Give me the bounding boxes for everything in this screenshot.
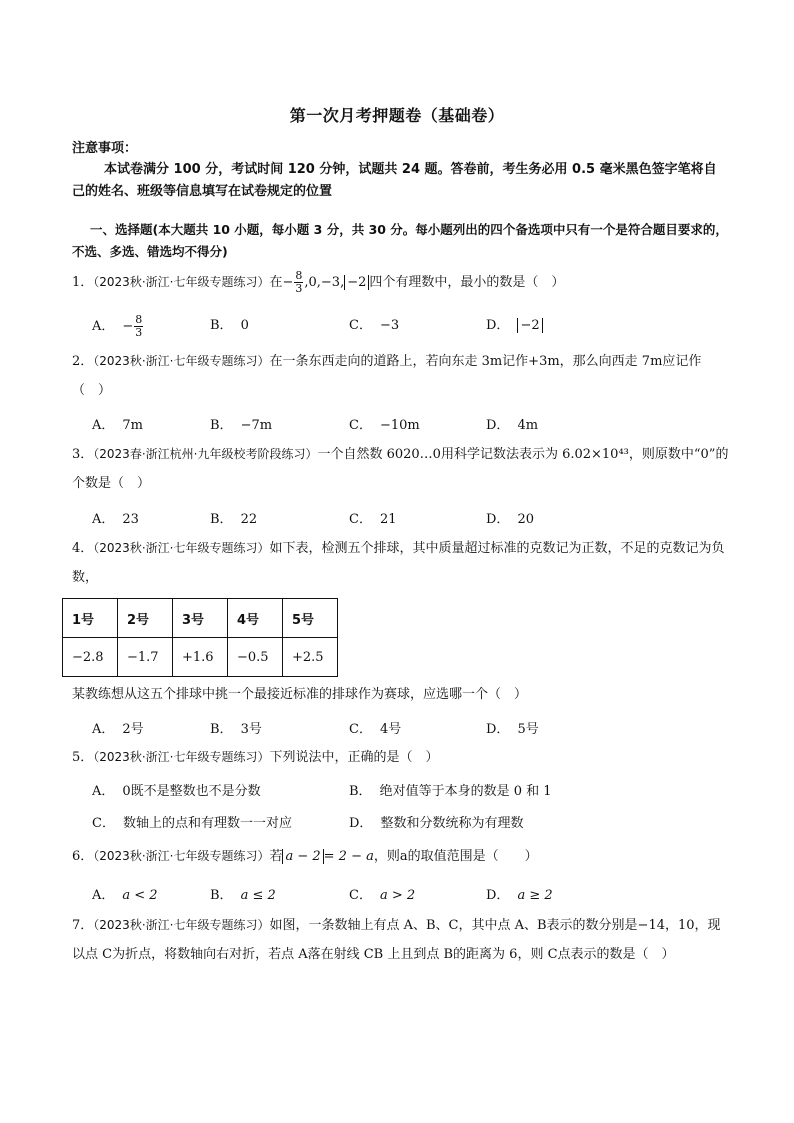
table-cell: −2.8 <box>63 638 118 677</box>
option-b[interactable]: B． −7m <box>210 418 273 433</box>
question-text: 若 <box>269 849 283 864</box>
table-cell: +2.5 <box>283 638 338 677</box>
question-6-options <box>92 884 732 908</box>
question-2-options <box>92 414 732 438</box>
question-3 <box>72 440 732 498</box>
section-heading-choice: 一、选择题(本大题共 10 小题，每小题 3 分，共 30 分。每小题列出的四个备选项中只有一个是符合题目要求的，不选、多选、错选均不得分) <box>72 222 728 259</box>
option-c[interactable]: C． a > 2 <box>349 888 416 903</box>
question-number: 3． <box>72 447 94 462</box>
table-header-cell: 5号 <box>283 599 338 638</box>
equation-rhs: = 2 − a <box>323 849 374 864</box>
option-d[interactable]: D． 4m <box>486 418 539 433</box>
option-b[interactable]: B． 22 <box>210 512 258 527</box>
option-c[interactable]: C． 21 <box>349 512 397 527</box>
table-header-cell: 4号 <box>228 599 283 638</box>
question-source: （2023秋·浙江·七年级专题练习） <box>93 849 270 863</box>
option-c[interactable]: C． −3 <box>349 318 400 333</box>
fraction-denominator: 3 <box>295 282 303 295</box>
neg-sign: − <box>282 275 294 290</box>
option-c[interactable]: C． −10m <box>349 418 420 433</box>
option-d[interactable]: D． 5号 <box>486 722 539 737</box>
option-d[interactable]: D． 20 <box>486 512 534 527</box>
question-4-options <box>92 718 732 742</box>
option-b[interactable]: B． a ≤ 2 <box>210 888 276 903</box>
table-header-row <box>63 599 338 638</box>
question-2 <box>72 347 732 405</box>
option-a[interactable]: A． 0既不是整数也不是分数 <box>92 784 261 799</box>
question-text: 四个有理数中，最小的数是（ ） <box>369 275 565 290</box>
question-number: 1． <box>72 275 94 290</box>
option-a[interactable]: A． 7m <box>92 418 143 433</box>
table-header-cell: 3号 <box>173 599 228 638</box>
question-1 <box>72 268 732 297</box>
volleyball-weight-table <box>62 598 338 677</box>
option-d[interactable]: D． 整数和分数统称为有理数 <box>349 816 524 831</box>
absolute-value: −2 <box>517 318 542 333</box>
question-number: 4． <box>72 541 94 556</box>
absolute-value: a − 2 <box>282 849 323 864</box>
option-a[interactable]: A． − $\frac{8}{3}$ <box>92 313 143 339</box>
question-text: ，则a的取值范围是（ ） <box>373 849 538 864</box>
table-row <box>63 638 338 677</box>
table-header-cell: 1号 <box>63 599 118 638</box>
question-1-options <box>92 314 732 338</box>
question-4-followup: 某教练想从这五个排球中挑一个最接近标准的排球作为赛球，应选哪一个（ ） <box>72 687 528 702</box>
question-source: （2023春·浙江杭州·九年级校考阶段练习） <box>93 447 318 461</box>
table-cell: +1.6 <box>173 638 228 677</box>
question-text: 在一条东西走向的道路上，若向东走 3m记作+3m，那么向西走 7m应记作（ ） <box>72 354 702 398</box>
question-number: 2． <box>72 354 94 369</box>
question-5-options-row1 <box>92 780 732 804</box>
option-b[interactable]: B． 0 <box>210 318 249 333</box>
fraction <box>294 270 303 295</box>
question-text: 一个自然数 6020…0用科学记数法表示为 6.02×10⁴³，则原数中“0”的个数是（ ） <box>72 447 729 491</box>
question-text: 在 <box>269 275 283 290</box>
table-cell: −0.5 <box>228 638 283 677</box>
option-d[interactable]: D． a ≥ 2 <box>486 888 553 903</box>
absolute-value: −2 <box>344 275 369 290</box>
fraction: $\frac{8}{3}$ <box>135 313 143 339</box>
option-a[interactable]: A． 2号 <box>92 722 144 737</box>
question-source: （2023秋·浙江·七年级专题练习） <box>93 918 270 932</box>
question-number: 7． <box>72 918 94 933</box>
question-text: 如图，一条数轴上有点 A、B、C，其中点 A、B表示的数分别是−14，10，现以点 C为折点，将数轴向右对折，若点 A落在射线 CB 上且到点 B的距离为 6，则 C点表示的数是（ ） <box>72 918 721 962</box>
fraction-numerator: 8 <box>295 269 303 282</box>
notice-heading: 注意事项： <box>72 141 138 156</box>
question-text: 如下表，检测五个排球，其中质量超过标准的克数记为正数，不足的克数记为负数， <box>72 541 725 585</box>
question-source: （2023秋·浙江·七年级专题练习） <box>93 354 270 368</box>
question-6 <box>72 842 732 871</box>
question-source: （2023秋·浙江·七年级专题练习） <box>93 750 270 764</box>
question-number: 6． <box>72 849 94 864</box>
option-a[interactable]: A． 23 <box>92 512 139 527</box>
notice-body: 本试卷满分 100 分，考试时间 120 分钟，试题共 24 题。答卷前，考生务必用 0.5 毫米黑色签字笔将自己的姓名、班级等信息填写在试卷规定的位置 <box>72 162 717 199</box>
option-c[interactable]: C． 4号 <box>349 722 402 737</box>
question-source: （2023秋·浙江·七年级专题练习） <box>93 541 270 555</box>
question-source: （2023秋·浙江·七年级专题练习） <box>93 275 270 289</box>
number-list: ,0,−3, <box>304 275 345 290</box>
option-c[interactable]: C． 数轴上的点和有理数一一对应 <box>92 816 292 831</box>
option-b[interactable]: B． 3号 <box>210 722 262 737</box>
question-text: 下列说法中，正确的是（ ） <box>269 750 439 765</box>
question-3-options <box>92 508 732 532</box>
table-cell: −1.7 <box>118 638 173 677</box>
question-number: 5． <box>72 750 94 765</box>
option-a[interactable]: A． a < 2 <box>92 888 158 903</box>
question-7 <box>72 911 732 969</box>
question-4 <box>72 534 732 592</box>
question-5-options-row2 <box>92 812 732 836</box>
table-header-cell: 2号 <box>118 599 173 638</box>
page-title: 第一次月考押题卷（基础卷） <box>289 106 505 125</box>
question-5 <box>72 743 732 772</box>
option-b[interactable]: B． 绝对值等于本身的数是 0 和 1 <box>349 784 552 799</box>
option-d[interactable]: D． −2 <box>486 314 543 333</box>
